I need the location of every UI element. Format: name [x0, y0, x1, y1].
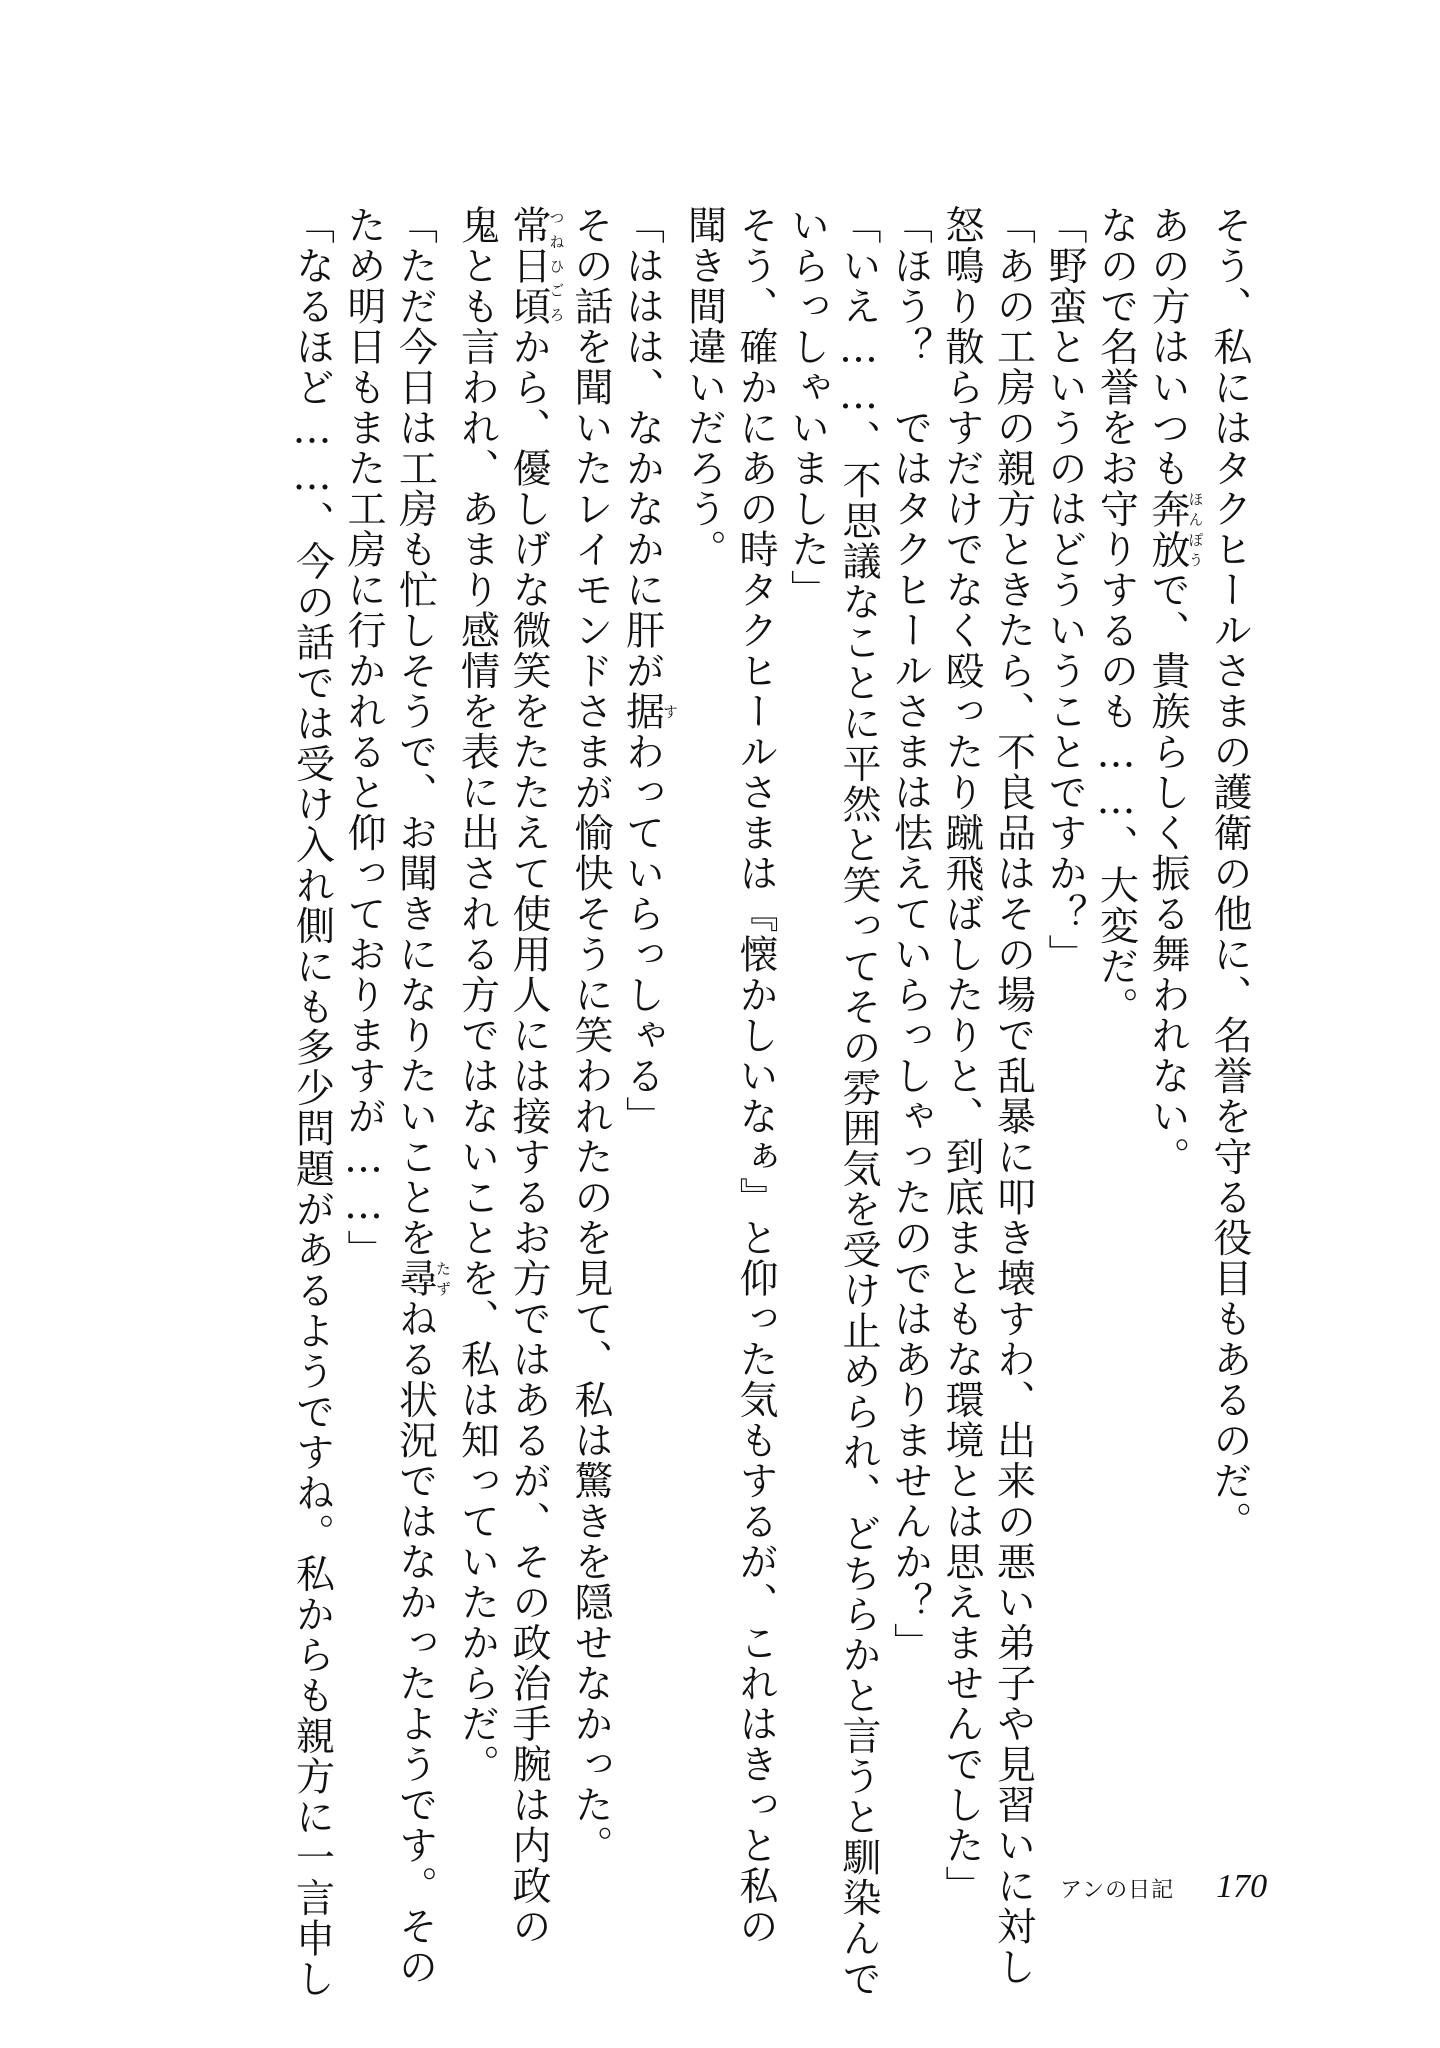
text-line: 「ほう？ ではタクヒールさまは怯えていらっしゃったのではありませんか？」	[887, 205, 933, 1663]
text-line: あの方はいつも奔放ほんぽうで、貴族らしく振る舞われない。	[1145, 205, 1205, 1177]
page-footer	[1060, 1868, 1267, 1908]
text-line: 「なるほど……、今の話では受け入れ側にも多少問題があるようですね。私からも親方に一言申し	[289, 205, 335, 1999]
text-line: 常日頃つねひごろから、優しげな微笑をたたえて使用人には接するお方ではあるが、その政治手腕は内政の	[506, 205, 566, 1947]
ruby-annotation: 奔放ほんぽう	[1145, 488, 1205, 570]
text-line: 聞き間違いだろう。	[681, 205, 727, 570]
text-line: そう、私にはタクヒールさまの護衛の他に、名誉を守る役目もあるのだ。	[1207, 205, 1252, 1542]
running-title: アンの日記	[1060, 1878, 1175, 1903]
text-line: 「ははは、なかなかに肝が据すわっていらっしゃる」	[619, 205, 679, 1137]
ruby-annotation: 尋たず	[392, 1258, 452, 1299]
page-number: 170	[1216, 1868, 1268, 1905]
text-line: その話を聞いたレイモンドさまが愉快そうに笑われたのを見て、私は驚きを隠せなかった。	[568, 205, 613, 1866]
text-line: ため明日もまた工房に行かれると仰っておりますが……」	[341, 205, 386, 1270]
text-line: そう、確かにあの時タクヒールさまは『懐かしいなぁ』と仰った気もするが、これはきっと私の	[733, 205, 778, 1947]
text-line: いらっしゃいました」	[784, 205, 830, 610]
text-line: 怒鳴り散らすだけでなく殴ったり蹴飛ばしたりと、到底まともな環境とは思えませんでした」	[939, 205, 984, 1906]
text-line: なので名誉をお守りするのも……、大変だ。	[1093, 205, 1139, 1027]
ruby-annotation: 常日頃つねひごろ	[506, 205, 566, 327]
text-line: 「あの工房の親方ときたら、不良品はその場で乱暴に叩き壊すわ、出来の悪い弟子や見習いに対し	[990, 205, 1036, 1987]
text-line: 「野蛮というのはどういうことですか？」	[1042, 205, 1087, 975]
text-line: 「ただ今日は工房も忙しそうで、お聞きになりたいことを尋たずねる状況ではなかったようです。その	[392, 205, 452, 1987]
ruby-annotation: 据す	[619, 691, 679, 732]
text-line: 鬼とも言われ、あまり感情を表に出される方ではないことを、私は知っていたからだ。	[454, 205, 500, 1785]
text-line: 「いえ……、不思議なことに平然と笑ってその雰囲気を受け止められ、どちらかと言うと馴染んで	[836, 205, 881, 1999]
